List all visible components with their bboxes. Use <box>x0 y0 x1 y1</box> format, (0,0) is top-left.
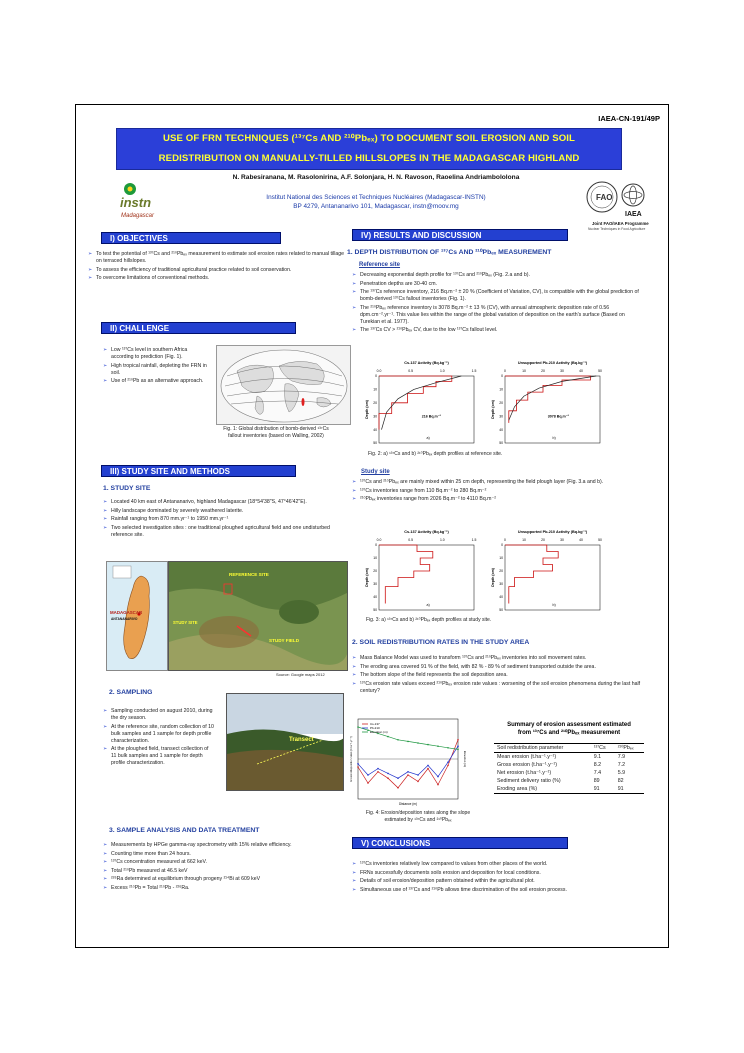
summary-header-cell: Soil redistribution parameter <box>494 744 591 753</box>
fig2b-x-tick: 30 <box>560 369 564 373</box>
fig3a-x-tick: 1.0 <box>439 538 445 542</box>
fig2a-y-tick: 30 <box>373 414 377 419</box>
analysis-item: ➢ ¹³⁷Cs concentration measured at 662 keV. <box>103 859 348 866</box>
sampling-item: ➢ At the ploughed field, transect collection of 11 bulk samples and 1 sample for depth profile characterization. <box>103 746 215 767</box>
objective-item: ➢ To overcome limitations of conventional methods. <box>88 275 348 282</box>
fig2b-panel-label: b) <box>552 436 556 440</box>
challenge-item: ➢ Use of ²¹⁰Pb as an alternative approach. <box>103 378 209 385</box>
fig1-caption-line-2: fallout inventories (based on Walling, 2002) <box>228 432 324 439</box>
instn-logo-subtext: Madagascar <box>121 213 155 219</box>
fig4-point <box>397 777 399 779</box>
fig3b-x-tick: 40 <box>579 538 583 542</box>
summary-cell: 91 <box>593 786 600 792</box>
fig2a-panel-label: a) <box>426 436 430 440</box>
reference-item: ➢ Decreasing exponential depth profile for ¹³⁷Cs and ²¹⁰Pbₑₓ (Fig. 2.a and b). <box>352 272 644 279</box>
fig4-point <box>367 729 369 731</box>
fig2a-y-tick: 40 <box>373 427 377 432</box>
study-site-label: Study site <box>361 469 390 475</box>
sampling-item: ➢ At the reference site, random collection of 10 bulk samples and 1 sample for depth profile characterization. <box>103 724 215 745</box>
fig4-point <box>407 774 409 776</box>
fig2b-x-tick: 50 <box>598 369 602 373</box>
map-label-madagascar: MADAGASCAR <box>110 610 143 615</box>
fig4-y2label: Elevation (m) <box>463 750 467 768</box>
fig2-depth-profiles <box>359 359 609 449</box>
global-fallout-map <box>216 345 351 425</box>
redistribution-item: ➢ The eroding area covered 91 % of the field, with 82 % - 89 % of sediment transported outside the area. <box>352 664 644 671</box>
poster-title <box>116 128 622 170</box>
fig4-point <box>447 765 449 767</box>
fig3b-panel-label: b) <box>552 603 556 607</box>
fig2a-y-tick: 0 <box>375 374 377 379</box>
fig4-point <box>397 787 399 789</box>
fig2b-x-tick: 0 <box>504 369 506 373</box>
summary-header-cell: ¹³⁷Cs <box>591 744 615 753</box>
summary-cell: Net erosion (t.ha⁻¹.y⁻¹) <box>497 770 552 776</box>
conclusion-item: ➢ Details of soil erosion/deposition pattern obtained within the agricultural plot. <box>352 878 644 885</box>
fig3b-ylabel: Depth (cm) <box>491 568 495 587</box>
map-source: Source: Google maps 2012 <box>276 672 325 677</box>
fig3a-plot-area <box>379 545 474 610</box>
programme-sublabel: Nuclear Techniques in Food Agriculture <box>588 227 646 231</box>
fig4-legend-label: Cs-137 <box>370 722 380 726</box>
challenge-list <box>103 347 209 387</box>
summary-cell: 89 <box>593 778 600 784</box>
fao-iaea-logos <box>556 175 656 233</box>
summary-cell: 82 <box>617 778 624 784</box>
redistribution-item: ➢ The bottom slope of the field represents the soil deposition area. <box>352 672 644 679</box>
fig2b-x-tick: 20 <box>541 369 545 373</box>
fig3a-y-tick: 40 <box>373 595 377 600</box>
summary-cell: Eroding area (%) <box>497 786 538 792</box>
fig4-point <box>457 745 459 747</box>
fig4-point <box>357 766 359 768</box>
fig3a-y-tick: 30 <box>373 582 377 587</box>
summary-table-block <box>494 721 644 794</box>
fig3b-y-tick: 30 <box>499 582 503 587</box>
fig3a-panel-label: a) <box>426 603 430 607</box>
fig3b-x-tick: 20 <box>541 538 545 542</box>
reference-site-label: Reference site <box>359 262 401 268</box>
analysis-item: ➢ Measurements by HPGe gamma-ray spectrometry with 15% relative efficiency. <box>103 842 348 849</box>
summary-cell: 7.2 <box>617 762 626 768</box>
poster <box>75 104 669 948</box>
instn-logo <box>116 181 171 221</box>
challenge-item: ➢ High tropical rainfall, depleting the FRN in soil. <box>103 363 209 377</box>
study-result-item: ➢ ¹³⁷Cs and ²¹⁰Pbₑₓ are mainly mixed within 25 cm depth, representing the field plough layer (Fig. 3.a and b). <box>352 479 644 486</box>
fig4-point <box>417 781 419 783</box>
fig3b-title: Unsupported Pb-210 Activity (Bq.kg⁻¹) <box>517 530 588 534</box>
fig4-legend-label: Pb-210 <box>370 726 380 730</box>
fig3a-title: Cs-137 Activity (Bq.kg⁻¹) <box>404 530 449 534</box>
fig2-caption: Fig. 2: a) ¹³⁷Cs and b) ²¹⁰Pbₑₓ depth profiles at reference site. <box>368 451 503 457</box>
fig2b-y-tick: 30 <box>499 414 503 419</box>
map-label-reference-site: REFERENCE SITE <box>229 572 269 577</box>
map-label-study-site: STUDY SITE <box>173 620 198 625</box>
fig2a-ylabel: Depth (cm) <box>365 400 369 419</box>
conclusions-list <box>352 861 644 895</box>
fig3a-y-tick: 20 <box>373 569 377 574</box>
fig4-erosion-chart <box>346 715 471 810</box>
fig2a-y-tick: 10 <box>373 387 377 392</box>
iaea-logo-text: IAEA <box>625 211 642 218</box>
fig4-caption <box>358 810 478 823</box>
title-line-1: USE OF FRN TECHNIQUES (¹³⁷Cs AND ²¹⁰Pbₑₓ) TO DOCUMENT SOIL EROSION AND SOIL <box>162 133 576 144</box>
fig2a-x-tick: 1.5 <box>471 369 477 373</box>
fig2b-y-tick: 0 <box>501 374 503 379</box>
redistribution-list <box>352 655 644 696</box>
objectives-list <box>88 251 348 284</box>
fig2b-annotation: 3078 Bq.m⁻² <box>547 414 569 419</box>
fig4-point <box>387 777 389 779</box>
fig3b-y-tick: 50 <box>499 608 503 613</box>
fig4-point <box>357 763 359 765</box>
summary-cell: 9.1 <box>593 754 602 760</box>
satellite-image <box>168 561 348 671</box>
fig3b-y-tick: 0 <box>501 543 503 548</box>
fig2b-ylabel: Depth (cm) <box>491 400 495 419</box>
fig3b-x-tick: 0 <box>504 538 506 542</box>
fig4-point <box>427 765 429 767</box>
fig2a-annotation: 216 Bq.m⁻² <box>421 414 441 419</box>
reference-list <box>352 272 644 336</box>
madagascar-marker <box>302 398 305 406</box>
fig4-point <box>447 747 449 749</box>
title-line-2: REDISTRIBUTION ON MANUALLY-TILLED HILLSLOPES IN THE MADAGASCAR HIGHLAND <box>158 153 580 164</box>
fig4-caption-line-2: estimated by ¹³⁷Cs and ²¹⁰Pbₑₓ <box>384 816 452 823</box>
fig2b-panel <box>491 361 602 445</box>
study-site-item: ➢ Hilly landscape dominated by severely weathered laterite. <box>103 508 348 515</box>
study-site-list <box>103 499 348 540</box>
fig4-point <box>437 745 439 747</box>
fig2b-y-tick: 50 <box>499 441 503 446</box>
fig4-point <box>387 773 389 775</box>
study-site-title: 1. STUDY SITE <box>103 485 151 492</box>
objective-item: ➢ To assess the efficiency of traditional agricultural practice related to soil conservation. <box>88 267 348 274</box>
iaea-logo-icon <box>622 184 644 206</box>
summary-title-2: from ¹³⁷Cs and ²¹⁰Pbₑₓ measurement <box>517 730 621 736</box>
fig2a-plot-area <box>379 376 474 443</box>
programme-label: Joint FAO/IAEA Programme <box>592 221 649 226</box>
fig2a-y-tick: 50 <box>373 441 377 446</box>
challenge-heading: II) CHALLENGE <box>101 322 296 334</box>
conclusions-heading: V) CONCLUSIONS <box>352 837 568 849</box>
analysis-list <box>103 842 348 893</box>
fig4-point <box>457 739 459 741</box>
analysis-item: ➢ Total ²¹⁰Pb measured at 46.5 keV <box>103 868 348 875</box>
fig3a-x-tick: 0.0 <box>376 538 382 542</box>
analysis-item: ➢ ²²⁶Ra determined at equilibrium through progeny ²¹⁴Bi at 609 keV <box>103 876 348 883</box>
transect-photo <box>226 693 344 791</box>
study-results-list <box>352 479 644 505</box>
reference-item: ➢ The ¹³⁷Cs CV > ²¹⁰Pbₑₓ CV, due to the low ¹³⁷Cs fallout level. <box>352 327 644 334</box>
fig2a-x-tick: 1.0 <box>439 369 445 373</box>
fig4-point <box>437 776 439 778</box>
study-site-item: ➢ Rainfall ranging from 870 mm.yr⁻¹ to 1950 mm.yr⁻¹ <box>103 516 348 523</box>
summary-cell: 5.9 <box>617 770 626 776</box>
redistribution-item: ➢ ¹³⁷Cs erosion rate values exceed ²¹⁰Pbₑₓ erosion rate values : worsening of the soil erosion phenomena during the last half century? <box>352 681 644 695</box>
summary-cell: 7.9 <box>617 754 626 760</box>
fig4-point <box>377 771 379 773</box>
fig2a-x-tick: 0.0 <box>376 369 382 373</box>
reference-item: ➢ The ¹³⁷Cs reference inventory, 216 Bq.m⁻² ± 20 % (Coefficient of Variation, CV), is compatible with the global prediction of bomb-derived ¹³⁷Cs fallout inventories (Fig. 1). <box>352 289 644 303</box>
fig3b-x-tick: 50 <box>598 538 602 542</box>
fig3b-y-tick: 40 <box>499 595 503 600</box>
fig2b-x-tick: 40 <box>579 369 583 373</box>
objectives-heading: I) OBJECTIVES <box>101 232 281 244</box>
fig4-point <box>427 744 429 746</box>
summary-row <box>494 777 644 785</box>
fig2b-plot-area <box>505 376 600 443</box>
summary-cell: 8.2 <box>593 762 602 768</box>
challenge-item: ➢ Low ¹³⁷Cs level in southern Africa according to prediction (Fig. 1). <box>103 347 209 361</box>
fig4-point <box>447 761 449 763</box>
summary-header-row <box>494 744 644 753</box>
fig1-caption <box>196 426 356 439</box>
redistribution-item: ➢ Mass Balance Model was used to transform ¹³⁷Cs and ²¹⁰Pbₑₓ inventories into soil movement rates. <box>352 655 644 662</box>
fig3b-y-tick: 20 <box>499 569 503 574</box>
fig3a-panel <box>365 530 476 612</box>
map-label-study-field: STUDY FIELD <box>269 638 300 643</box>
fig3a-x-tick: 1.5 <box>471 538 477 542</box>
transect-label: Transect <box>289 737 314 743</box>
fig3b-panel <box>491 530 602 612</box>
document-id: IAEA-CN-191/49P <box>598 114 660 123</box>
fig1-caption-line-1: Fig. 1: Global distribution of bomb-derived ¹³⁷Cs <box>223 426 329 432</box>
fig4-point <box>457 749 459 751</box>
fig4-point <box>387 736 389 738</box>
fig4-point <box>397 739 399 741</box>
fig3a-y-tick: 50 <box>373 608 377 613</box>
summary-row <box>494 753 644 762</box>
study-result-item: ➢ ²¹⁰Pbₑₓ inventories range from 2026 Bq.m⁻² to 4110 Bq.m⁻² <box>352 496 644 503</box>
analysis-item: ➢ Counting time more than 24 hours. <box>103 851 348 858</box>
fig4-point <box>437 784 439 786</box>
svg-text:FAO: FAO <box>596 193 613 202</box>
fig2a-x-tick: 0.5 <box>408 369 414 373</box>
fig4-point <box>407 741 409 743</box>
fig4-xlabel: Distance (m) <box>398 802 418 806</box>
analysis-title: 3. SAMPLE ANALYSIS AND DATA TREATMENT <box>109 827 260 834</box>
fig2b-title: Unsupported Pb-210 Activity (Bq.kg⁻¹) <box>517 361 588 365</box>
fig4-legend-label: Elevation (m) <box>370 730 388 734</box>
summary-table <box>494 743 644 794</box>
summary-cell: 7.4 <box>593 770 602 776</box>
fig4-point <box>407 771 409 773</box>
affiliation-line-1: Institut National des Sciences et Techniques Nucléaires (Madagascar-INSTN) <box>266 194 486 201</box>
authors: N. Rabesiranana, M. Rasolonirina, A.F. Solonjara, H. N. Ravoson, Raoelina Andriambololona <box>232 174 520 181</box>
summary-cell: Gross erosion (t.ha⁻¹.y⁻¹) <box>497 762 558 768</box>
affiliation <box>176 193 576 211</box>
fig4-caption-line-1: Fig. 4: Erosion/deposition rates along the slope <box>365 810 471 816</box>
fig4-ylabel: Erosion/deposition rates (t.ha⁻¹.yr⁻¹) <box>349 736 353 782</box>
summary-row <box>494 769 644 777</box>
redistribution-title: 2. SOIL REDISTRIBUTION RATES IN THE STUDY AREA <box>352 639 530 646</box>
fig2b-y-tick: 40 <box>499 427 503 432</box>
fig3a-x-tick: 0.5 <box>408 538 414 542</box>
fig2b-y-tick: 10 <box>499 387 503 392</box>
conclusion-item: ➢ ¹³⁷Cs inventories relatively low compared to values from other places of the world. <box>352 861 644 868</box>
objective-item: ➢ To test the potential of ¹³⁷Cs and ²¹⁰Pbₑₓ measurement to estimate soil erosion rates related to manual tillage on terraced hillslopes. <box>88 251 348 265</box>
fig4-point <box>417 742 419 744</box>
fig2a-title: Cs-137 Activity (Bq.kg⁻¹) <box>404 361 449 365</box>
fig4-point <box>427 768 429 770</box>
fig4-point <box>417 774 419 776</box>
conclusion-item: ➢ FRNs successfully documents soils erosion and deposition for local conditions. <box>352 870 644 877</box>
fig3a-ylabel: Depth (cm) <box>365 568 369 587</box>
affiliation-line-2: BP 4279, Antananarivo 101, Madagascar, instn@moov.mg <box>293 203 459 210</box>
fig3a-y-tick: 0 <box>375 543 377 548</box>
fig4-point <box>357 726 359 728</box>
fig3b-x-tick: 10 <box>522 538 526 542</box>
reference-item: ➢ The ²¹⁰Pbₑₓ reference inventory is 3078 Bq.m⁻² ± 13 % (CV), with annual atmospheric deposition rate of 0.56 dpm.cm⁻².yr⁻¹. This value lies within the range of the global variation of deposition on the earth's surface (Based on Turekian et al. 1977). <box>352 305 644 326</box>
fig3-caption: Fig. 3: a) ¹³⁷Cs and b) ²¹⁰Pbₑₓ depth profiles at study site. <box>366 617 492 623</box>
summary-cell: 91 <box>617 786 624 792</box>
study-site-item: ➢ Located 40 km east of Antananarivo, highland Madagascar (18°54'38"S, 47°46'42"E). <box>103 499 348 506</box>
study-site-item: ➢ Two selected investigation sites : one traditional ploughed agricultural field and one undisturbed reference site. <box>103 525 348 539</box>
fig4-point <box>377 768 379 770</box>
fig3-depth-profiles <box>359 530 609 615</box>
study-result-item: ➢ ¹³⁷Cs inventories range from 110 Bq.m⁻² to 280 Bq.m⁻² <box>352 488 644 495</box>
summary-header-cell: ²¹⁰Pbₑₓ <box>615 744 644 753</box>
reference-item: ➢ Penetration depths are 30-40 cm. <box>352 281 644 288</box>
fig4-point <box>367 782 369 784</box>
fig3b-y-tick: 10 <box>499 556 503 561</box>
summary-row <box>494 761 644 769</box>
fig2b-x-tick: 10 <box>522 369 526 373</box>
fig4-point <box>367 774 369 776</box>
sampling-title: 2. SAMPLING <box>109 689 153 696</box>
sampling-list <box>103 708 215 769</box>
instn-logo-text: instn <box>120 195 152 210</box>
study-heading: III) STUDY SITE AND METHODS <box>101 465 296 477</box>
map-label-antananarivo: ANTANANARIVO <box>111 617 138 621</box>
fig2a-y-tick: 20 <box>373 401 377 405</box>
sampling-item: ➢ Sampling conducted on august 2010, during the dry season. <box>103 708 215 722</box>
depth-distribution-title: 1. DEPTH DISTRIBUTION OF ¹³⁷Cs AND ²¹⁰Pbₑₓ MEASUREMENT <box>347 249 552 256</box>
results-heading: IV) RESULTS AND DISCUSSION <box>352 229 568 241</box>
fig3b-x-tick: 30 <box>560 538 564 542</box>
summary-cell: Sediment delivery ratio (%) <box>497 778 561 784</box>
summary-title-1: Summary of erosion assessment estimated <box>507 722 631 728</box>
madagascar-map <box>106 561 168 671</box>
summary-row <box>494 785 644 794</box>
summary-cell: Mean erosion (t.ha⁻¹.y⁻¹) <box>497 754 557 760</box>
fig2b-y-tick: 20 <box>499 401 503 405</box>
analysis-item: ➢ Excess ²¹⁰Pb = Total ²¹⁰Pb - ²²⁶Ra. <box>103 885 348 892</box>
conclusion-item: ➢ Simultaneous use of ¹³⁷Cs and ²¹⁰Pb allows time discrimination of the soil erosion process. <box>352 887 644 894</box>
fig3a-y-tick: 10 <box>373 556 377 561</box>
fig2a-panel <box>365 361 476 445</box>
